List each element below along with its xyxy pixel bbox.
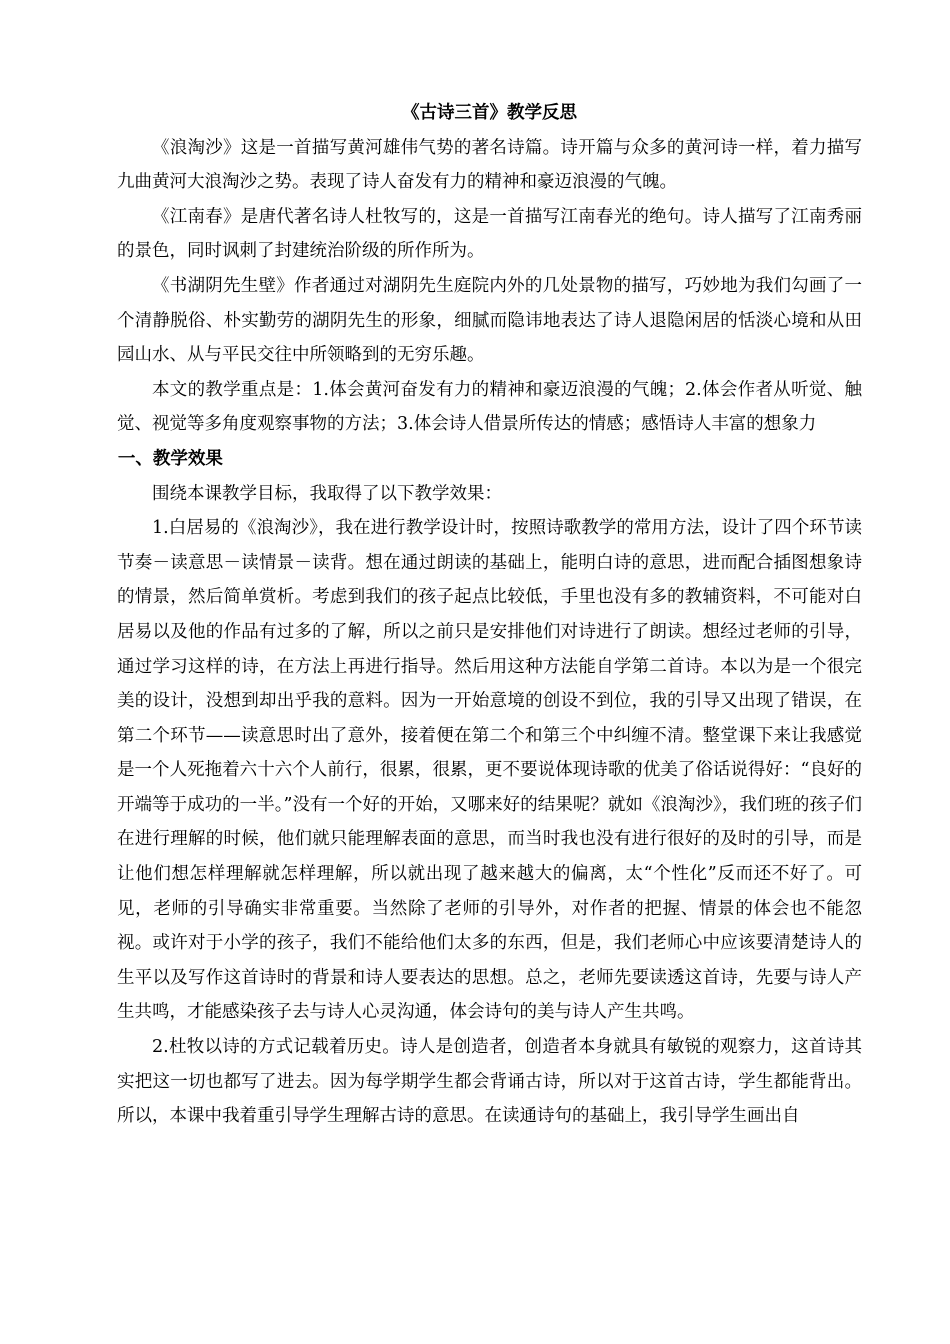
paragraph-point-1: 1.白居易的《浪淘沙》，我在进行教学设计时，按照诗歌教学的常用方法，设计了四个环节读节奏－读意思－读情景－读背。想在通过朗读的基础上，能明白诗的意思，进而配合插图想象诗的情景，然后简单赏析。考虑到我们的孩子起点比较低，手里也没有多的教辅资料，不可能对白居易以及他的作品有过多的了解，所以之前只是安排他们对诗进行了朗读。想经过老师的引导，通过学习这样的诗，在方法上再进行指导。然后用这种方法能自学第二首诗。本以为是一个很完美的设计，没想到却出乎我的意料。因为一开始意境的创设不到位，我的引导又出现了错误，在第二个环节——读意思时出了意外，接着便在第二个和第三个中纠缠不清。整堂课下来让我感觉是一个人死拖着六十六个人前行，很累，很累，更不要说体现诗歌的优美了俗话说得好：“良好的开端等于成功的一半。”没有一个好的开始，又哪来好的结果呢？就如《浪淘沙》，我们班的孩子们在进行理解的时候，他们就只能理解表面的意思，而当时我也没有进行很好的及时的引导，而是让他们想怎样理解就怎样理解，所以就出现了越来越大的偏离，太“个性化”反而还不好了。可见，老师的引导确实非常重要。当然除了老师的引导外，对作者的把握、情景的体会也不能忽视。或许对于小学的孩子，我们不能给他们太多的东西，但是，我们老师心中应该要清楚诗人的生平以及写作这首诗时的背景和诗人要表达的思想。总之，老师先要读透这首诗，先要与诗人产生共鸣，才能感染孩子去与诗人心灵沟通，体会诗句的美与诗人产生共鸣。 — [117, 518, 862, 1023]
section-intro: 围绕本课教学目标，我取得了以下教学效果： — [152, 483, 502, 504]
document-title: 《古诗三首》教学反思 — [402, 103, 577, 123]
paragraph-shuhuyin: 《书湖阴先生壁》作者通过对湖阴先生庭院内外的几处景物的描写，巧妙地为我们勾画了一个清静脱俗、朴实勤劳的湖阴先生的形象，细腻而隐讳地表达了诗人退隐闲居的恬淡心境和从田园山水、从与平民交往中所领略到的无穷乐趣。 — [117, 275, 862, 366]
document-page — [117, 96, 862, 1134]
paragraph-jiangnanchun: 《江南春》是唐代著名诗人杜牧写的，这是一首描写江南春光的绝句。诗人描写了江南秀丽的景色，同时讽刺了封建统治阶级的所作所为。 — [117, 206, 862, 262]
paragraph-point-2: 2.杜牧以诗的方式记载着历史。诗人是创造者，创造者本身就具有敏锐的观察力，这首诗其实把这一切也都写了进去。因为每学期学生都会背诵古诗，所以对于这首古诗，学生都能背出。所以，本课中我着重引导学生理解古诗的意思。在读通诗句的基础上，我引导学生画出自 — [117, 1037, 862, 1127]
section-heading: 一、教学效果 — [117, 448, 223, 469]
paragraph-teaching-focus: 本文的教学重点是：1.体会黄河奋发有力的精神和豪迈浪漫的气魄；2.体会作者从听觉、触觉、视觉等多角度观察事物的方法；3.体会诗人借景所传达的情感；感悟诗人丰富的想象力 — [117, 379, 862, 435]
paragraph-langtaosha: 《浪淘沙》这是一首描写黄河雄伟气势的著名诗篇。诗开篇与众多的黄河诗一样，着力描写九曲黄河大浪淘沙之势。表现了诗人奋发有力的精神和豪迈浪漫的气魄。 — [117, 137, 862, 193]
